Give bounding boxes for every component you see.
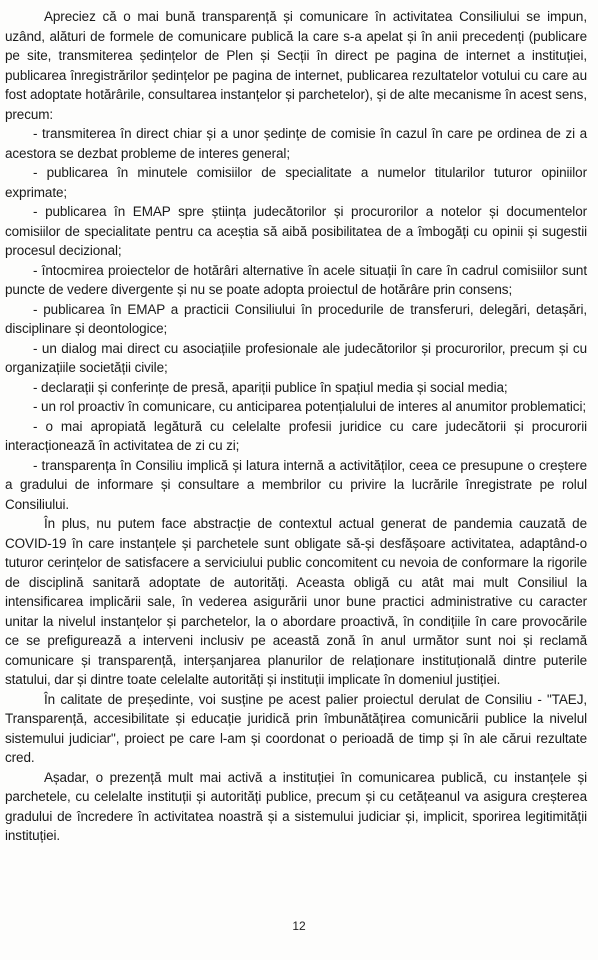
conclusion-paragraph: Așadar, o prezență mult mai activă a instituției în comunicarea publică, cu instanțele și parchetele, cu celelalte instituții și autorități publice, precum și cu cetățeanul va asigura creșterea gradului de încredere în activitatea noastră și a sistemului judiciar și, implicit, sporirea legitimității instituției.	[5, 769, 587, 843]
list-item: - publicarea în EMAP a practicii Consiliului în procedurile de transferuri, delegări, detașări, disciplinare și deontologice;	[5, 301, 587, 336]
list-item: - un dialog mai direct cu asociațiile profesionale ale judecătorilor și procurorilor, precum și cu organizațiile societății civile;	[5, 340, 587, 375]
document-body	[5, 7, 587, 846]
list-item: - declarații și conferințe de presă, apariții publice în spațiul media și social media;	[33, 379, 508, 395]
list-item: - întocmirea proiectelor de hotărâri alternative în acele situații în care în cadrul comisiilor sunt puncte de vedere divergente și nu se poate adopta proiectul de hotărâre prin consens;	[5, 262, 587, 297]
covid-paragraph: În plus, nu putem face abstracție de contextul actual generat de pandemia cauzată de COVID-19 în care instanțele și parchetele sunt obligate să-și desfășoare activitatea, adaptând-o tuturor cerințelor de satisfacere a serviciului public concomitent cu nevoia de conformare la rigorile de disciplină sanitară adoptate de autorități. Aceasta obligă cu atât mai mult Consiliul la intensificarea implicării sale, în vederea asigurării unor bune practici administrative cu caracter unitar la nivelul instanțelor și parchetelor, la o abordare proactivă, în condițiile în care provocările ce se prefigurează a interveni inclusiv pe această zonă în anul următor sunt noi și reclamă comunicare și transparență, interșanjarea planurilor de relaționare instituțională dintre puterile statului, dar și dintre toate celelalte autorități și instituții implicate în domeniul justiției.	[5, 516, 587, 687]
list-item: - o mai apropiată legătură cu celelalte profesii juridice cu care judecătorii și procurorii interacționează în activitatea de zi cu zi;	[5, 418, 587, 453]
intro-paragraph: Apreciez că o mai bună transparență și comunicare în activitatea Consiliului se impun, uzând, alături de formele de comunicare publică la care s-a apelat și în anii precedenți (publicare pe site, transmiterea ședințelor de Plen și Secții în direct pe pagina de internet a instituției, publicarea înregistrărilor ședințelor pe pagina de internet, publicarea rezultatelor votului cu care au fost adoptate hotărârile, consultarea instanțelor și parchetelor), și de alte mecanisme în acest sens, precum:	[5, 9, 587, 122]
list-item: - publicarea în EMAP spre știința judecătorilor și procurorilor a notelor și documentelor comisiilor de specialitate pentru ca aceștia să aibă posibilitatea de a îmbogăți cu opinii și sugestii procesul decizional;	[5, 204, 587, 258]
taej-paragraph: În calitate de președinte, voi susține pe acest palier proiectul derulat de Consiliu - "TAEJ, Transparență, accesibilitate și educație juridică prin îmbunătățirea comunicării publice la nivelul sistemului judiciar", proiect pe care l-am și coordonat o perioadă de timp și în ale cărui rezultate cred.	[5, 691, 587, 765]
page-number: 12	[292, 919, 306, 933]
list-item: - transparența în Consiliu implică și latura internă a activităților, ceea ce presupune o creștere a gradului de informare și consultare a membrilor cu privire la lucrările înregistrate pe rolul Consiliului.	[5, 457, 587, 512]
list-item: - publicarea în minutele comisiilor de specialitate a numelor titularilor tuturor opiniilor exprimate;	[5, 165, 587, 200]
list-item: - transmiterea în direct chiar și a unor ședințe de comisie în cazul în care pe ordinea de zi a acestora se dezbat probleme de interes general;	[5, 126, 587, 161]
list-item: - un rol proactiv în comunicare, cu anticiparea potențialului de interes al anumitor problematici;	[33, 399, 586, 414]
